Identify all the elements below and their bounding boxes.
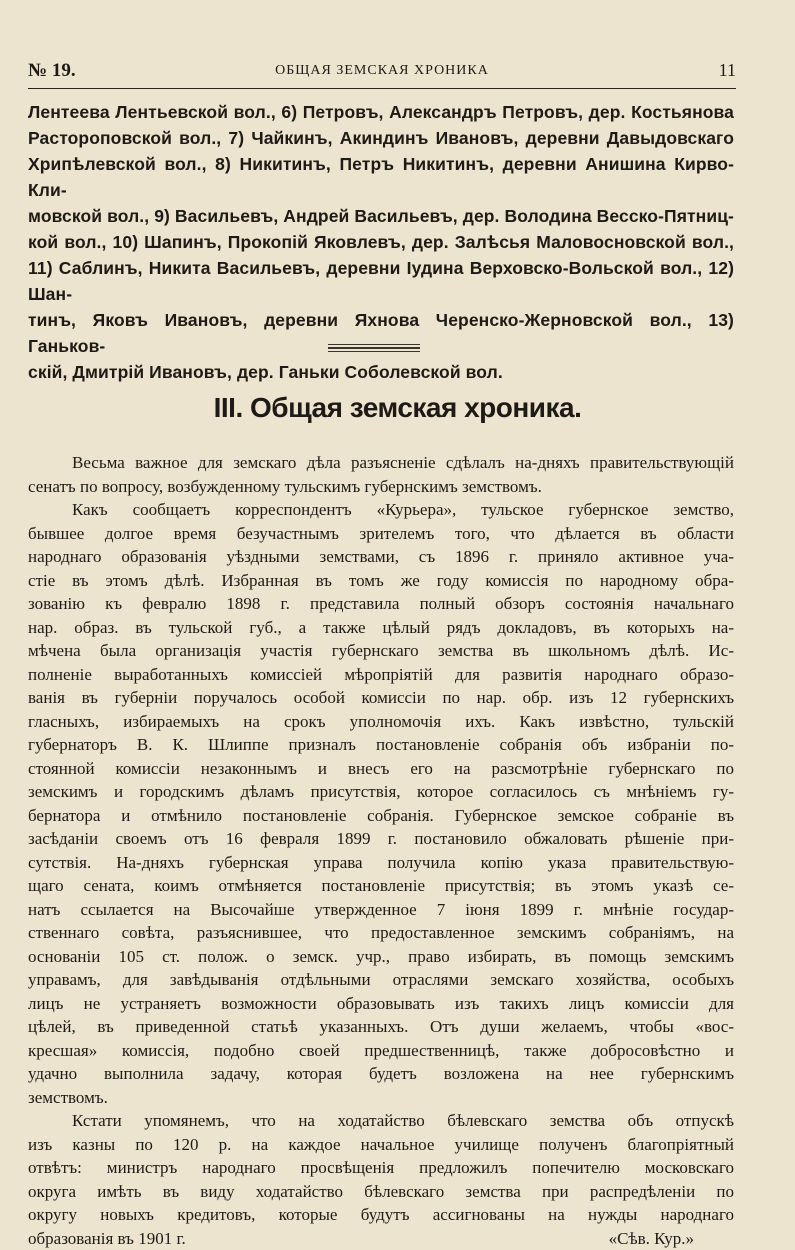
intro-line: Лентеева Лентьевской вол., 6) Петровъ, Александръ Петровъ, дер. Костьянова — [28, 99, 734, 125]
body-line: ственнаго совѣта, разъяснившее, что предоставленное земскимъ собраніямъ, на — [28, 921, 734, 945]
body-line: щаго сената, коимъ отмѣняется постановленіе присутствія; въ этомъ указѣ се- — [28, 874, 734, 898]
intro-line: Хрипѣлевской вол., 8) Никитинъ, Петръ Никитинъ, деревни Анишина Кирво-Кли- — [28, 151, 734, 203]
intro-line: тинъ, Яковъ Ивановъ, деревни Яхнова Черенско-Жерновской вол., 13) Ганьков- — [28, 307, 734, 359]
body-line: ванія въ губерніи поручалось особой комиссіи по нар. обр. изъ 12 губернскихъ — [28, 686, 734, 710]
body-line: Кстати упомянемъ, что на ходатайство бѣлевскаго земства объ отпускѣ — [28, 1109, 734, 1133]
body-line: зованію къ февралю 1898 г. представила полный обзоръ состоянія начальнаго — [28, 592, 734, 616]
body-line: образованія въ 1901 г. — [28, 1227, 186, 1250]
body-line: округа имѣть въ виду ходатайство бѣлевскаго земства при распредѣленіи по — [28, 1180, 734, 1204]
body-line: гласныхъ, избираемыхъ на срокъ уполномочія ихъ. Какъ извѣстно, тульскій — [28, 710, 734, 734]
body-line: бывшее долгое время безучастнымъ зрителемъ того, что дѣлается въ области — [28, 522, 734, 546]
section-title: III. Общая земская хроника. — [0, 392, 795, 424]
body-line: цѣлей, въ приведенной статьѣ указанныхъ. Отъ души желаемъ, чтобы «вос- — [28, 1015, 734, 1039]
body-last-line — [28, 1227, 734, 1250]
body-line: земствомъ. — [28, 1086, 734, 1110]
body-line: натъ ссылается на Высочайше утвержденное 7 іюня 1899 г. мнѣніе государ- — [28, 898, 734, 922]
body-line: основаніи 105 ст. полож. о земск. учр., право избирать, въ помощь земскимъ — [28, 945, 734, 969]
intro-line: Растороповской вол., 7) Чайкинъ, Акиндинъ Ивановъ, деревни Давыдовскаго — [28, 125, 734, 151]
chronicle-body — [28, 451, 734, 1250]
body-line: Весьма важное для земскаго дѣла разъясненіе сдѣлалъ на-дняхъ правительствующій — [28, 451, 734, 475]
body-line: бернатора и отмѣнило постановленіе собранія. Губернское земское собраніе въ — [28, 804, 734, 828]
page-number: 11 — [719, 60, 736, 81]
intro-line: мовской вол., 9) Васильевъ, Андрей Васильевъ, дер. Володина Весско-Пятниц- — [28, 203, 734, 229]
body-line: кресшая» комиссія, подобно своей предшественницѣ, также добросовѣстно и — [28, 1039, 734, 1063]
body-line: земскимъ и городскимъ дѣламъ присутствія, которое согласилось съ мнѣніемъ гу- — [28, 780, 734, 804]
issue-number: № 19. — [28, 60, 76, 82]
body-line: отвѣтъ: министръ народнаго просвѣщенія предложилъ попечителю московскаго — [28, 1156, 734, 1180]
intro-paragraph — [28, 99, 734, 385]
body-line: стоянной комиссіи незаконнымъ и внесъ его на разсмотрѣніе губернскаго по — [28, 757, 734, 781]
body-line: губернаторъ В. К. Шлиппе призналъ постановленіе собранія объ избраніи по- — [28, 733, 734, 757]
body-line: округу новыхъ кредитовъ, которые будутъ ассигнованы на нужды народнаго — [28, 1203, 734, 1227]
body-line: полненіе выработанныхъ комиссіей мѣропріятій для развитія народнаго образо- — [28, 663, 734, 687]
body-line: сутствія. На-дняхъ губернская управа получила копію указа правительствую- — [28, 851, 734, 875]
header-rule — [28, 88, 736, 89]
body-line: мѣчена была организація участія губернскаго земства въ школьномъ дѣлѣ. Ис- — [28, 639, 734, 663]
body-line: удачно выполнила задачу, которая будетъ возложена на нее губернскимъ — [28, 1062, 734, 1086]
intro-line: скій, Дмитрій Ивановъ, дер. Ганьки Соболевской вол. — [28, 359, 734, 385]
intro-line: кой вол., 10) Шапинъ, Прокопій Яковлевъ, дер. Залѣсья Маловосновской вол., — [28, 229, 734, 255]
body-line: стіе въ этомъ дѣлѣ. Избранная въ томъ же году комиссія по народному обра- — [28, 569, 734, 593]
body-line: сенатъ по вопросу, возбужденному тульскимъ губернскимъ земствомъ. — [28, 475, 734, 499]
running-head — [28, 60, 736, 86]
source-signature: «Сѣв. Кур.» — [609, 1227, 734, 1250]
body-line: лицъ не устраняетъ возможности образовывать изъ такихъ лицъ комиссіи для — [28, 992, 734, 1016]
intro-line: 11) Саблинъ, Никита Васильевъ, деревни Іудина Верховско-Вольской вол., 12) Шан- — [28, 255, 734, 307]
body-line: засѣданіи своемъ отъ 16 февраля 1899 г. постановило обжаловать рѣшеніе при- — [28, 827, 734, 851]
section-divider — [328, 344, 420, 352]
body-line: нар. образ. въ тульской губ., а также цѣлый рядъ докладовъ, въ которыхъ на- — [28, 616, 734, 640]
body-line: Какъ сообщаетъ корреспондентъ «Курьера», тульское губернское земство, — [28, 498, 734, 522]
body-line: изъ казны по 120 р. на каждое начальное училище полученъ благопріятный — [28, 1133, 734, 1157]
running-title: ОБЩАЯ ЗЕМСКАЯ ХРОНИКА — [28, 63, 736, 79]
body-line: народнаго образованія уѣздными земствами, съ 1896 г. приняло активное уча- — [28, 545, 734, 569]
body-line: управамъ, для завѣдыванія отдѣльными отраслями земскаго хозяйства, особыхъ — [28, 968, 734, 992]
